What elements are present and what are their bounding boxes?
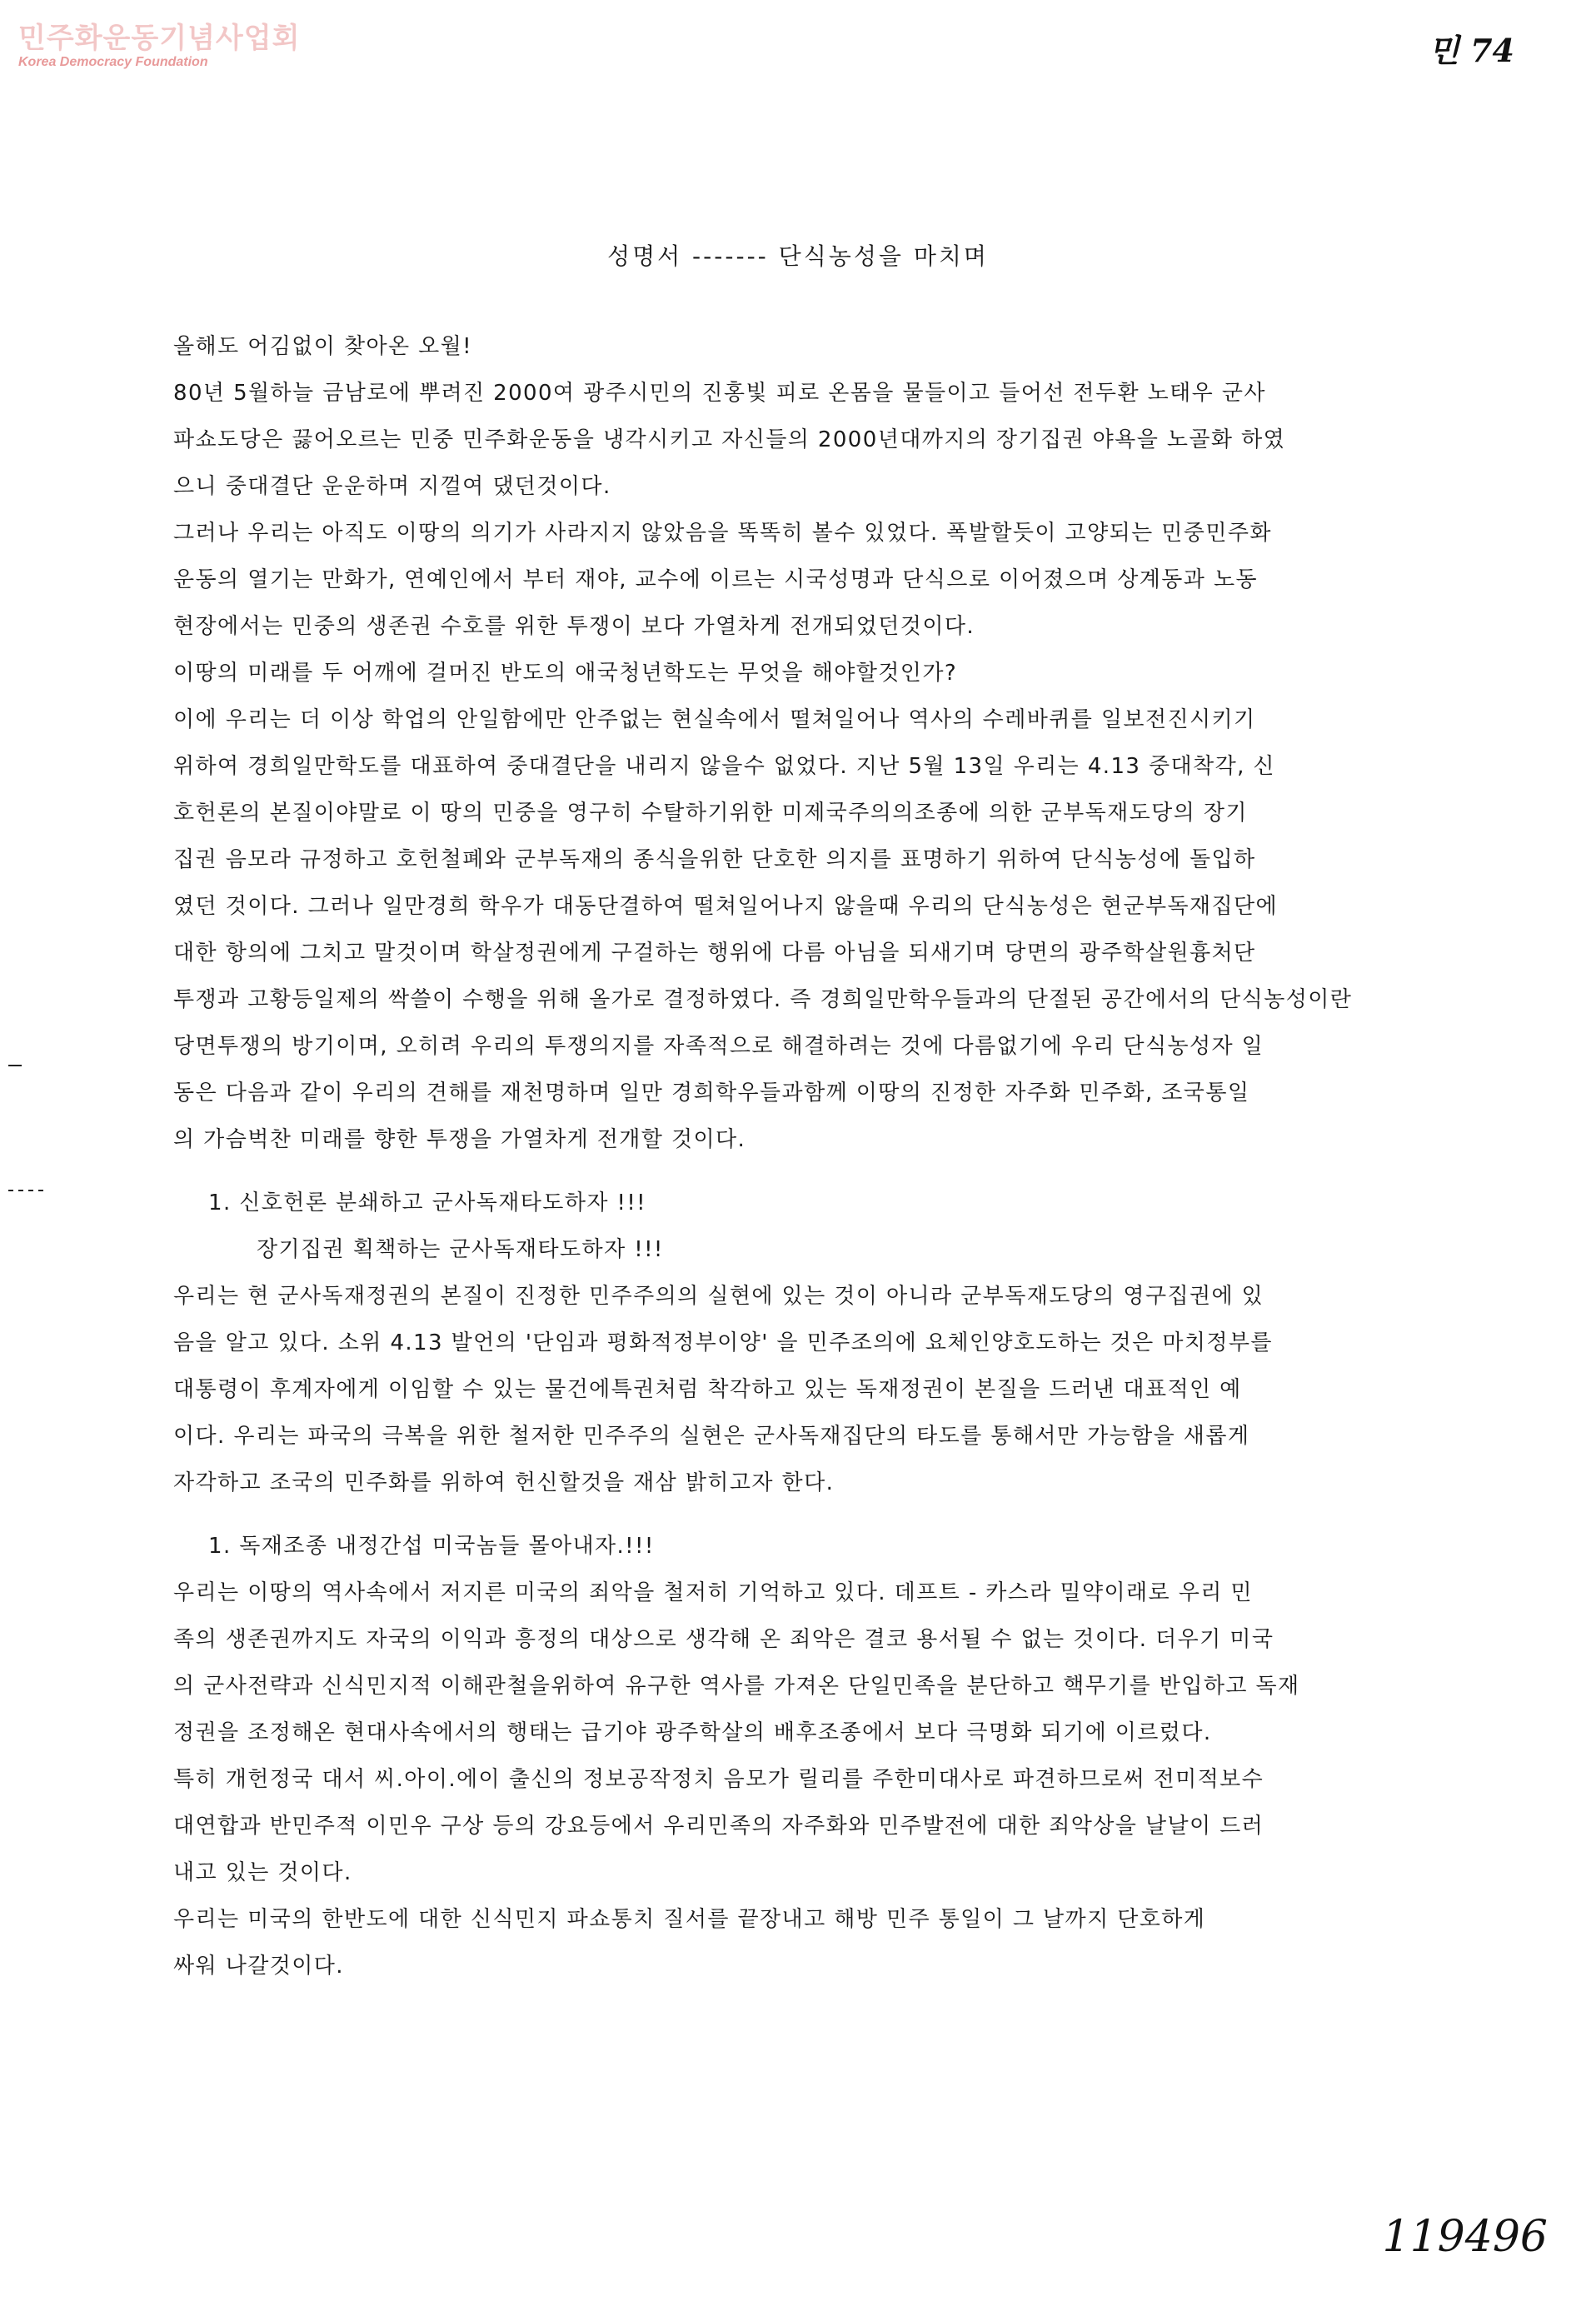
handwritten-document-number: 민 74: [1429, 32, 1514, 69]
watermark-korean-text: 민주화운동기념사업회: [18, 22, 301, 55]
text-line: 싸워 나갈것이다.: [173, 1954, 344, 1979]
text-line: 의 군사전략과 신식민지적 이해관철을위하여 유구한 역사를 가져온 단일민족을 분단하고 핵무기를 반입하고 독재: [173, 1674, 1300, 1699]
text-line: 당면투쟁의 방기이며, 오히려 우리의 투쟁의지를 자족적으로 해결하려는 것에 다름없기에 우리 단식농성자 일: [173, 1034, 1264, 1059]
text-line: 운동의 열기는 만화가, 연예인에서 부터 재야, 교수에 이르는 시국성명과 단식으로 이어졌으며 상계동과 노동: [173, 567, 1259, 592]
text-line: 음을 알고 있다. 소위 4.13 발언의 '단임과 평화적정부이양' 을 민주조의에 요체인양호도하는 것은 마치정부를: [173, 1330, 1273, 1355]
text-line: 대한 항의에 그치고 말것이며 학살정권에게 구걸하는 행위에 다름 아님을 되새기며 당면의 광주학살원흉처단: [173, 941, 1256, 966]
text-line: 정권을 조정해온 현대사속에서의 행태는 급기야 광주학살의 배후조종에서 보다 극명화 되기에 이르렀다.: [173, 1720, 1212, 1745]
text-line: 내고 있는 것이다.: [173, 1860, 352, 1885]
text-line: 대통령이 후계자에게 이임할 수 있는 물건에특권처럼 착각하고 있는 독재정권이 본질을 드러낸 대표적인 예: [173, 1377, 1242, 1402]
text-line: 의 가슴벅찬 미래를 향한 투쟁을 가열차게 전개할 것이다.: [173, 1127, 746, 1152]
text-line: 이에 우리는 더 이상 학업의 안일함에만 안주없는 현실속에서 떨쳐일어나 역사의 수레바퀴를 일보전진시키기: [173, 707, 1256, 732]
text-line: 이다. 우리는 파국의 극복을 위한 철저한 민주주의 실현은 군사독재집단의 타도를 통해서만 가능함을 새롭게: [173, 1424, 1250, 1449]
slogan-line: 1. 신호헌론 분쇄하고 군사독재타도하자 !!!: [208, 1190, 646, 1215]
statement-body: [173, 323, 1514, 1989]
text-line: 현장에서는 민중의 생존권 수호를 위한 투쟁이 보다 가열차게 전개되었던것이다.: [173, 614, 975, 639]
text-line: 위하여 경희일만학도를 대표하여 중대결단을 내리지 않을수 없었다. 지난 5월 13일 우리는 4.13 중대착각, 신: [173, 754, 1275, 779]
text-line: 우리는 미국의 한반도에 대한 신식민지 파쇼통치 질서를 끝장내고 해방 민주 통일이 그 날까지 단호하게: [173, 1907, 1206, 1932]
text-line: 이땅의 미래를 두 어깨에 걸머진 반도의 애국청년학도는 무엇을 해야할것인가?: [173, 661, 958, 686]
watermark-english-text: Korea Democracy Foundation: [18, 55, 208, 69]
text-line: 파쇼도당은 끓어오르는 민중 민주화운동을 냉각시키고 자신들의 2000년대까지의 장기집권 야욕을 노골화 하였: [173, 427, 1286, 452]
text-line: 동은 다음과 같이 우리의 견해를 재천명하며 일만 경희학우들과함께 이땅의 진정한 자주화 민주화, 조국통일: [173, 1081, 1250, 1106]
handwritten-archive-number: 119496: [1382, 2212, 1548, 2262]
margin-mark: [8, 1190, 48, 1191]
text-line: 호헌론의 본질이야말로 이 땅의 민중을 영구히 수탈하기위한 미제국주의의조종에 의한 군부독재도당의 장기: [173, 801, 1248, 826]
text-line: 으니 중대결단 운운하며 지껄여 댔던것이다.: [173, 474, 611, 499]
text-line: 집권 음모라 규정하고 호헌철폐와 군부독재의 종식을위한 단호한 의지를 표명하기 위하여 단식농성에 돌입하: [173, 847, 1256, 872]
text-line: 우리는 이땅의 역사속에서 저지른 미국의 죄악을 철저히 기억하고 있다. 데프트 - 카스라 밀약이래로 우리 민: [173, 1580, 1253, 1605]
text-line: 투쟁과 고황등일제의 싹쓸이 수행을 위해 올가로 결정하였다. 즉 경희일만학우들과의 단절된 공간에서의 단식농성이란: [173, 987, 1353, 1012]
text-line: 올해도 어김없이 찾아온 오월!: [173, 334, 473, 359]
text-line: 대연합과 반민주적 이민우 구상 등의 강요등에서 우리민족의 자주화와 민주발전에 대한 죄악상을 날날이 드러: [173, 1814, 1264, 1839]
foundation-watermark: [18, 22, 300, 70]
text-line: 특히 개헌정국 대서 씨.아이.에이 출신의 정보공작정치 음모가 릴리를 주한미대사로 파견하므로써 전미적보수: [173, 1767, 1264, 1792]
margin-mark: [8, 1065, 22, 1066]
slogan-line: 장기집권 획책하는 군사독재타도하자 !!!: [257, 1237, 664, 1262]
text-line: 우리는 현 군사독재정권의 본질이 진정한 민주주의의 실현에 있는 것이 아니라 군부독재도당의 영구집권에 있: [173, 1284, 1264, 1309]
text-line: 자각하고 조국의 민주화를 위하여 헌신할것을 재삼 밝히고자 한다.: [173, 1470, 835, 1495]
slogan-line: 1. 독재조종 내정간섭 미국놈들 몰아내자.!!!: [208, 1534, 655, 1559]
text-line: 그러나 우리는 아직도 이땅의 의기가 사라지지 않았음을 똑똑히 볼수 있었다. 폭발할듯이 고양되는 민중민주화: [173, 521, 1272, 546]
text-line: 80년 5월하늘 금남로에 뿌려진 2000여 광주시민의 진홍빛 피로 온몸을 물들이고 들어선 전두환 노태우 군사: [173, 381, 1266, 406]
document-title: 성명서 ------- 단식농성을 마치며: [607, 242, 989, 270]
text-line: 였던 것이다. 그러나 일만경희 학우가 대동단결하여 떨쳐일어나지 않을때 우리의 단식농성은 현군부독재집단에: [173, 894, 1279, 919]
text-line: 족의 생존권까지도 자국의 이익과 흥정의 대상으로 생각해 온 죄악은 결코 용서될 수 없는 것이다. 더우기 미국: [173, 1627, 1274, 1652]
